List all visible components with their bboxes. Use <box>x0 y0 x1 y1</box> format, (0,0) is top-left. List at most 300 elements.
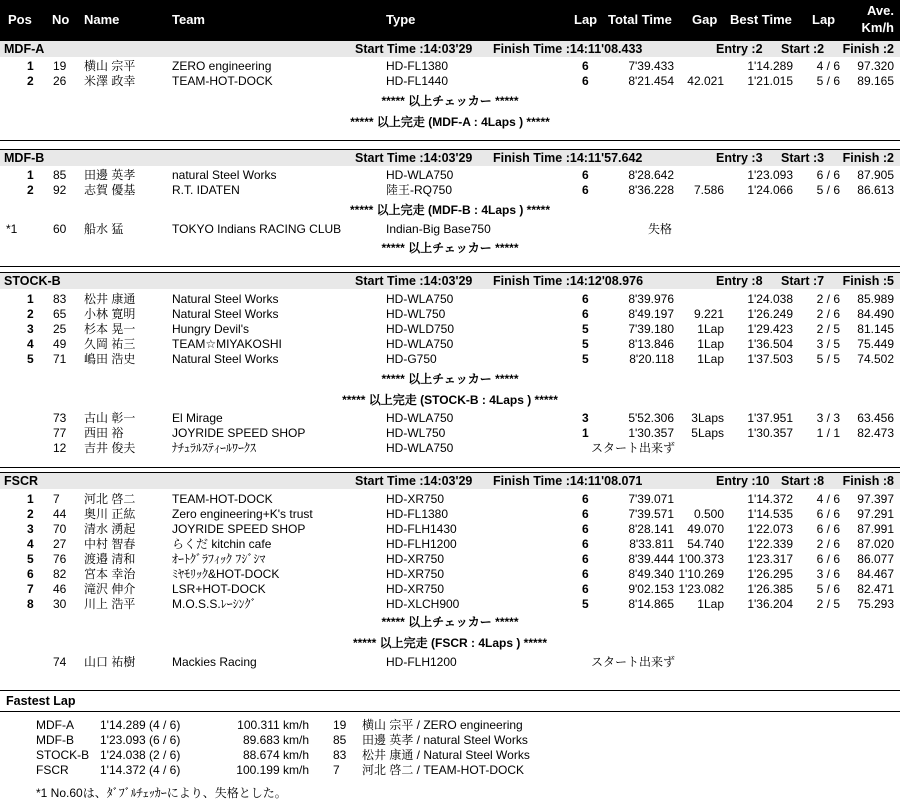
position: 5 <box>27 352 34 366</box>
total-time: 7'39.071 <box>628 492 674 506</box>
car-number: 65 <box>53 307 67 321</box>
total-time: 8'14.865 <box>628 597 674 611</box>
best-lap: 3 / 5 <box>816 337 840 351</box>
checker-line: ***** 以上チェッカー ***** <box>381 615 519 629</box>
machine-type: HD-FLH1200 <box>386 655 457 669</box>
car-number: 76 <box>53 552 67 566</box>
dq-mark: *1 <box>6 222 18 236</box>
position: 8 <box>27 597 34 611</box>
team-name: ｵｰﾄｸﾞﾗﾌｨｯｸ ﾌｼﾞｼﾏ <box>172 552 266 566</box>
team-name: Natural Steel Works <box>172 307 279 321</box>
car-number: 85 <box>53 168 67 182</box>
fastest-speed: 88.674 km/h <box>242 748 309 762</box>
car-number: 74 <box>53 655 67 669</box>
total-time: 1'30.357 <box>628 426 674 440</box>
fastest-speed: 100.199 km/h <box>236 763 309 777</box>
entry-count: Entry :3 <box>716 151 763 165</box>
rider-name: 久岡 祐三 <box>84 337 136 351</box>
finish-time: Finish Time :14:11'08.071 <box>493 474 643 488</box>
gap: 1'23.082 <box>678 582 724 596</box>
best-time: 1'26.249 <box>747 307 793 321</box>
best-lap: 5 / 5 <box>816 352 840 366</box>
rider-name: 中村 智春 <box>84 537 136 551</box>
total-time: 8'21.454 <box>628 74 674 88</box>
team-name: Natural Steel Works <box>172 292 279 306</box>
best-lap: 6 / 6 <box>816 552 840 566</box>
machine-type: HD-G750 <box>386 352 437 366</box>
result-row <box>0 522 900 537</box>
car-number: 27 <box>53 537 67 551</box>
lap-count: 6 <box>582 507 589 521</box>
average-speed: 87.991 <box>857 522 894 536</box>
status-text: スタート出来ず <box>591 655 676 669</box>
best-lap: 6 / 6 <box>816 522 840 536</box>
rider-name: 河北 啓二 <box>84 492 136 506</box>
machine-type: HD-XR750 <box>386 492 445 506</box>
best-lap: 4 / 6 <box>816 492 840 506</box>
rider-name: 西田 裕 <box>84 426 124 440</box>
disqualified-row <box>0 222 900 237</box>
machine-type: HD-WLA750 <box>386 337 454 351</box>
best-lap: 5 / 6 <box>816 183 840 197</box>
team-name: TOKYO Indians RACING CLUB <box>172 222 342 236</box>
rider-name: 滝沢 伸介 <box>84 582 136 596</box>
position: 7 <box>27 582 34 596</box>
average-speed: 97.320 <box>857 59 894 73</box>
team-name: Zero engineering+K's trust <box>172 507 313 521</box>
best-lap: 5 / 6 <box>816 582 840 596</box>
average-speed: 97.397 <box>857 492 894 506</box>
lap-count: 6 <box>582 567 589 581</box>
fastest-class: FSCR <box>36 763 69 777</box>
result-row <box>0 492 900 507</box>
result-row <box>0 597 900 612</box>
team-name: ZERO engineering <box>172 59 272 73</box>
best-lap: 4 / 6 <box>816 59 840 73</box>
col-lap: Lap <box>574 12 598 27</box>
finish-count: Finish :5 <box>842 274 894 288</box>
checker-line: ***** 以上チェッカー ***** <box>381 372 519 386</box>
average-speed: 84.490 <box>857 307 894 321</box>
lap-count: 6 <box>582 522 589 536</box>
rider-name: 米澤 政幸 <box>84 74 136 88</box>
position: 2 <box>27 307 34 321</box>
position: 1 <box>27 292 34 306</box>
average-speed: 82.473 <box>857 426 894 440</box>
fastest-speed: 100.311 km/h <box>237 718 309 732</box>
fastest-class: MDF-A <box>36 718 74 732</box>
rider-name: 宮本 幸治 <box>84 567 136 581</box>
total-time: 8'39.444 <box>628 552 674 566</box>
result-row <box>0 292 900 307</box>
results-header <box>0 0 900 40</box>
rider-name: 嶋田 浩史 <box>84 352 136 366</box>
start-count: Start :7 <box>781 274 825 288</box>
rider-name: 吉井 俊夫 <box>84 441 136 455</box>
result-row <box>0 426 900 441</box>
total-time: 8'28.141 <box>628 522 674 536</box>
class-name: STOCK-B <box>4 274 61 288</box>
result-row <box>0 307 900 322</box>
best-time: 1'21.015 <box>747 74 793 88</box>
lap-count: 3 <box>582 411 589 425</box>
result-row <box>0 183 900 198</box>
dq-status: 失格 <box>648 222 673 236</box>
team-name: らくだ kitchin cafe <box>172 537 272 551</box>
gap: 5Laps <box>691 426 724 440</box>
car-number: 30 <box>53 597 67 611</box>
class-name: MDF-A <box>4 42 45 56</box>
team-name: Natural Steel Works <box>172 352 279 366</box>
fastest-speed: 89.683 km/h <box>242 733 309 747</box>
team-name: R.T. IDATEN <box>172 183 240 197</box>
completed-line: ***** 以上完走 (STOCK-B : 4Laps ) ***** <box>342 393 558 407</box>
finish-count: Finish :2 <box>842 42 894 56</box>
result-row <box>0 552 900 567</box>
average-speed: 75.449 <box>857 337 894 351</box>
best-lap: 2 / 6 <box>816 307 840 321</box>
checker-line: ***** 以上チェッカー ***** <box>381 94 519 108</box>
lap-count: 6 <box>582 74 589 88</box>
result-row <box>0 168 900 183</box>
position: 3 <box>27 322 34 336</box>
lap-count: 6 <box>582 168 589 182</box>
machine-type: HD-FL1380 <box>386 507 449 521</box>
class-header <box>0 149 900 166</box>
col-gap: Gap <box>692 12 718 27</box>
entry-count: Entry :2 <box>716 42 763 56</box>
lap-count: 6 <box>582 492 589 506</box>
result-row <box>0 655 900 670</box>
lap-count: 6 <box>582 307 589 321</box>
col-ave: Ave. <box>867 3 894 18</box>
machine-type: HD-XR750 <box>386 552 445 566</box>
lap-count: 5 <box>582 322 589 336</box>
machine-type: HD-XR750 <box>386 567 445 581</box>
position: 4 <box>27 337 34 351</box>
average-speed: 63.456 <box>857 411 894 425</box>
best-lap: 6 / 6 <box>816 168 840 182</box>
team-name: ﾅﾁｭﾗﾙｽﾃｨｰﾙﾜｰｸｽ <box>172 441 257 455</box>
average-speed: 85.989 <box>857 292 894 306</box>
team-name: TEAM-HOT-DOCK <box>172 74 273 88</box>
lap-count: 5 <box>582 597 589 611</box>
finish-time: Finish Time :14:11'08.433 <box>493 42 643 56</box>
rider-name: 志賀 優基 <box>84 183 136 197</box>
completed-line: ***** 以上完走 (MDF-A : 4Laps ) ***** <box>350 115 550 129</box>
car-number: 71 <box>53 352 67 366</box>
machine-type: HD-FLH1200 <box>386 537 457 551</box>
best-time: 1'22.339 <box>747 537 793 551</box>
fastest-time: 1'24.038 (2 / 6) <box>100 748 181 762</box>
lap-count: 6 <box>582 582 589 596</box>
total-time: 5'52.306 <box>628 411 674 425</box>
fastest-lap-title: Fastest Lap <box>6 694 76 708</box>
rider-name: 渡邉 清和 <box>84 552 136 566</box>
checker-line: ***** 以上チェッカー ***** <box>381 241 519 255</box>
lap-count: 6 <box>582 537 589 551</box>
gap: 42.021 <box>687 74 724 88</box>
best-time: 1'14.289 <box>747 59 793 73</box>
rider-name: 古山 彰一 <box>84 411 136 425</box>
team-name: Hungry Devil's <box>172 322 249 336</box>
class-name: MDF-B <box>4 151 45 165</box>
start-count: Start :2 <box>781 42 825 56</box>
gap: 1'10.269 <box>678 567 724 581</box>
best-lap: 3 / 6 <box>816 567 840 581</box>
lap-count: 6 <box>582 552 589 566</box>
gap: 1Lap <box>697 352 724 366</box>
fastest-rider-team: 河北 啓二 / TEAM-HOT-DOCK <box>362 763 525 777</box>
machine-type: HD-WL750 <box>386 307 446 321</box>
rider-name: 清水 湧起 <box>84 522 136 536</box>
col-type: Type <box>386 12 416 27</box>
fastest-class: STOCK-B <box>36 748 90 762</box>
best-time: 1'22.073 <box>747 522 793 536</box>
gap: 1Lap <box>697 597 724 611</box>
position: 1 <box>27 168 34 182</box>
lap-count: 5 <box>582 337 589 351</box>
car-number: 19 <box>53 59 67 73</box>
best-time: 1'24.038 <box>747 292 793 306</box>
team-name: M.O.S.S.ﾚｰｼﾝｸﾞ <box>172 597 257 611</box>
gap: 0.500 <box>693 507 724 521</box>
col-total-time: Total Time <box>608 12 672 27</box>
team-name: ﾐﾔﾓﾘｯｸ&HOT-DOCK <box>172 567 280 581</box>
best-lap: 2 / 5 <box>816 322 840 336</box>
car-number: 12 <box>53 441 67 455</box>
team-name: Mackies Racing <box>172 655 257 669</box>
best-lap: 5 / 6 <box>816 74 840 88</box>
car-number: 77 <box>53 426 67 440</box>
rider-name: 松井 康通 <box>84 292 136 306</box>
col-no: No <box>52 12 70 27</box>
gap: 1Lap <box>697 322 724 336</box>
position: 4 <box>27 537 34 551</box>
car-number: 25 <box>53 322 67 336</box>
fastest-car-number: 85 <box>333 733 347 747</box>
gap: 54.740 <box>687 537 724 551</box>
result-row <box>0 507 900 522</box>
col-best-time: Best Time <box>730 12 792 27</box>
col-team: Team <box>172 12 205 27</box>
best-lap: 2 / 5 <box>816 597 840 611</box>
class-header <box>0 272 900 289</box>
machine-type: 陸王-RQ750 <box>386 183 453 197</box>
result-row <box>0 337 900 352</box>
car-number: 7 <box>53 492 60 506</box>
footnote: *1 No.60は、ﾀﾞﾌﾞﾙﾁｪｯｶｰにより、失格とした。 <box>36 786 287 800</box>
best-time: 1'36.204 <box>747 597 793 611</box>
class-header <box>0 40 900 57</box>
start-count: Start :8 <box>781 474 825 488</box>
best-time: 1'30.357 <box>747 426 793 440</box>
lap-count: 6 <box>582 59 589 73</box>
car-number: 49 <box>53 337 67 351</box>
total-time: 8'36.228 <box>628 183 674 197</box>
average-speed: 81.145 <box>857 322 894 336</box>
finish-count: Finish :8 <box>842 474 894 488</box>
col-best-lap: Lap <box>812 12 836 27</box>
result-row <box>0 322 900 337</box>
machine-type: HD-FLH1430 <box>386 522 457 536</box>
total-time: 7'39.180 <box>628 322 674 336</box>
class-name: FSCR <box>4 474 39 488</box>
average-speed: 84.467 <box>857 567 894 581</box>
position: 1 <box>27 59 34 73</box>
average-speed: 75.293 <box>857 597 894 611</box>
team-name: JOYRIDE SPEED SHOP <box>172 522 306 536</box>
result-row <box>0 59 900 74</box>
col-pos: Pos <box>8 12 32 27</box>
fastest-time: 1'14.372 (4 / 6) <box>100 763 181 777</box>
start-time: Start Time :14:03'29 <box>355 151 473 165</box>
car-number: 82 <box>53 567 67 581</box>
gap: 3Laps <box>691 411 724 425</box>
team-name: TEAM☆MIYAKOSHI <box>172 337 282 351</box>
entry-count: Entry :10 <box>716 474 770 488</box>
entry-count: Entry :8 <box>716 274 763 288</box>
best-time: 1'23.317 <box>747 552 793 566</box>
machine-type: HD-WL750 <box>386 426 446 440</box>
total-time: 7'39.571 <box>628 507 674 521</box>
finish-count: Finish :2 <box>842 151 894 165</box>
best-time: 1'23.093 <box>747 168 793 182</box>
best-lap: 6 / 6 <box>816 507 840 521</box>
machine-type: HD-WLA750 <box>386 292 454 306</box>
best-time: 1'37.951 <box>747 411 793 425</box>
best-lap: 3 / 3 <box>816 411 840 425</box>
fastest-time: 1'14.289 (4 / 6) <box>100 718 181 732</box>
fastest-rider-team: 横山 宗平 / ZERO engineering <box>362 718 523 732</box>
result-row <box>0 567 900 582</box>
team-name: El Mirage <box>172 411 223 425</box>
fastest-car-number: 19 <box>333 718 347 732</box>
car-number: 26 <box>53 74 67 88</box>
lap-count: 6 <box>582 292 589 306</box>
total-time: 8'39.976 <box>628 292 674 306</box>
team-name: natural Steel Works <box>172 168 277 182</box>
position: 1 <box>27 492 34 506</box>
best-time: 1'26.295 <box>747 567 793 581</box>
total-time: 8'49.340 <box>628 567 674 581</box>
average-speed: 97.291 <box>857 507 894 521</box>
completed-line: ***** 以上完走 (FSCR : 4Laps ) ***** <box>352 636 548 650</box>
finish-time: Finish Time :14:12'08.976 <box>493 274 644 288</box>
gap: 7.586 <box>693 183 724 197</box>
best-time: 1'37.503 <box>747 352 793 366</box>
car-number: 92 <box>53 183 67 197</box>
team-name: LSR+HOT-DOCK <box>172 582 266 596</box>
result-row <box>0 537 900 552</box>
fastest-car-number: 83 <box>333 748 347 762</box>
position: 2 <box>27 507 34 521</box>
machine-type: HD-WLA750 <box>386 441 454 455</box>
fastest-class: MDF-B <box>36 733 74 747</box>
rider-name: 杉本 晃一 <box>84 322 136 336</box>
machine-type: HD-FL1380 <box>386 59 449 73</box>
status-text: スタート出来ず <box>591 441 676 455</box>
result-row <box>0 352 900 367</box>
gap: 49.070 <box>687 522 724 536</box>
car-number: 73 <box>53 411 67 425</box>
total-time: 8'28.642 <box>628 168 674 182</box>
col-name: Name <box>84 12 120 27</box>
car-number: 70 <box>53 522 67 536</box>
best-time: 1'24.066 <box>747 183 793 197</box>
best-time: 1'14.535 <box>747 507 793 521</box>
start-time: Start Time :14:03'29 <box>355 42 473 56</box>
rider-name: 小林 寛明 <box>84 307 136 321</box>
average-speed: 74.502 <box>857 352 894 366</box>
fastest-lap-row <box>0 718 900 733</box>
result-row <box>0 582 900 597</box>
car-number: 83 <box>53 292 67 306</box>
fastest-car-number: 7 <box>333 763 340 777</box>
total-time: 8'20.118 <box>629 352 674 366</box>
average-speed: 82.471 <box>857 582 894 596</box>
rider-name: 船水 猛 <box>84 222 124 236</box>
completed-line: ***** 以上完走 (MDF-B : 4Laps ) ***** <box>349 203 551 217</box>
machine-type: HD-XLCH900 <box>386 597 460 611</box>
fastest-time: 1'23.093 (6 / 6) <box>100 733 181 747</box>
start-time: Start Time :14:03'29 <box>355 474 473 488</box>
fastest-rider-team: 松井 康通 / Natural Steel Works <box>362 748 530 762</box>
fastest-lap-row <box>0 733 900 748</box>
rider-name: 横山 宗平 <box>84 59 136 73</box>
rider-name: 川上 浩平 <box>84 597 136 611</box>
gap: 9.221 <box>693 307 724 321</box>
best-time: 1'36.504 <box>747 337 793 351</box>
machine-type: HD-WLA750 <box>386 168 454 182</box>
best-time: 1'14.372 <box>747 492 793 506</box>
car-number: 46 <box>53 582 67 596</box>
gap: 1'00.373 <box>678 552 724 566</box>
car-number: 60 <box>53 222 67 236</box>
rider-name: 奥川 正紘 <box>84 507 136 521</box>
result-row <box>0 411 900 426</box>
best-lap: 1 / 1 <box>816 426 840 440</box>
total-time: 7'39.433 <box>628 59 674 73</box>
fastest-lap-row <box>0 748 900 763</box>
total-time: 9'02.153 <box>628 582 674 596</box>
rider-name: 田邊 英孝 <box>84 168 136 182</box>
lap-count: 1 <box>582 426 589 440</box>
average-speed: 87.905 <box>857 168 894 182</box>
position: 2 <box>27 183 34 197</box>
machine-type: HD-WLD750 <box>386 322 455 336</box>
position: 3 <box>27 522 34 536</box>
start-count: Start :3 <box>781 151 825 165</box>
position: 2 <box>27 74 34 88</box>
class-header <box>0 472 900 489</box>
rider-name: 山口 祐樹 <box>84 655 136 669</box>
car-number: 44 <box>53 507 67 521</box>
machine-type: HD-FL1440 <box>386 74 449 88</box>
machine-type: Indian-Big Base750 <box>386 222 491 236</box>
average-speed: 89.165 <box>857 74 894 88</box>
best-lap: 2 / 6 <box>816 537 840 551</box>
average-speed: 86.613 <box>857 183 894 197</box>
position: 5 <box>27 552 34 566</box>
finish-time: Finish Time :14:11'57.642 <box>493 151 643 165</box>
machine-type: HD-WLA750 <box>386 411 454 425</box>
start-time: Start Time :14:03'29 <box>355 274 473 288</box>
team-name: JOYRIDE SPEED SHOP <box>172 426 306 440</box>
fastest-lap-row <box>0 763 900 778</box>
col-kmh: Km/h <box>861 20 894 35</box>
best-time: 1'29.423 <box>747 322 793 336</box>
